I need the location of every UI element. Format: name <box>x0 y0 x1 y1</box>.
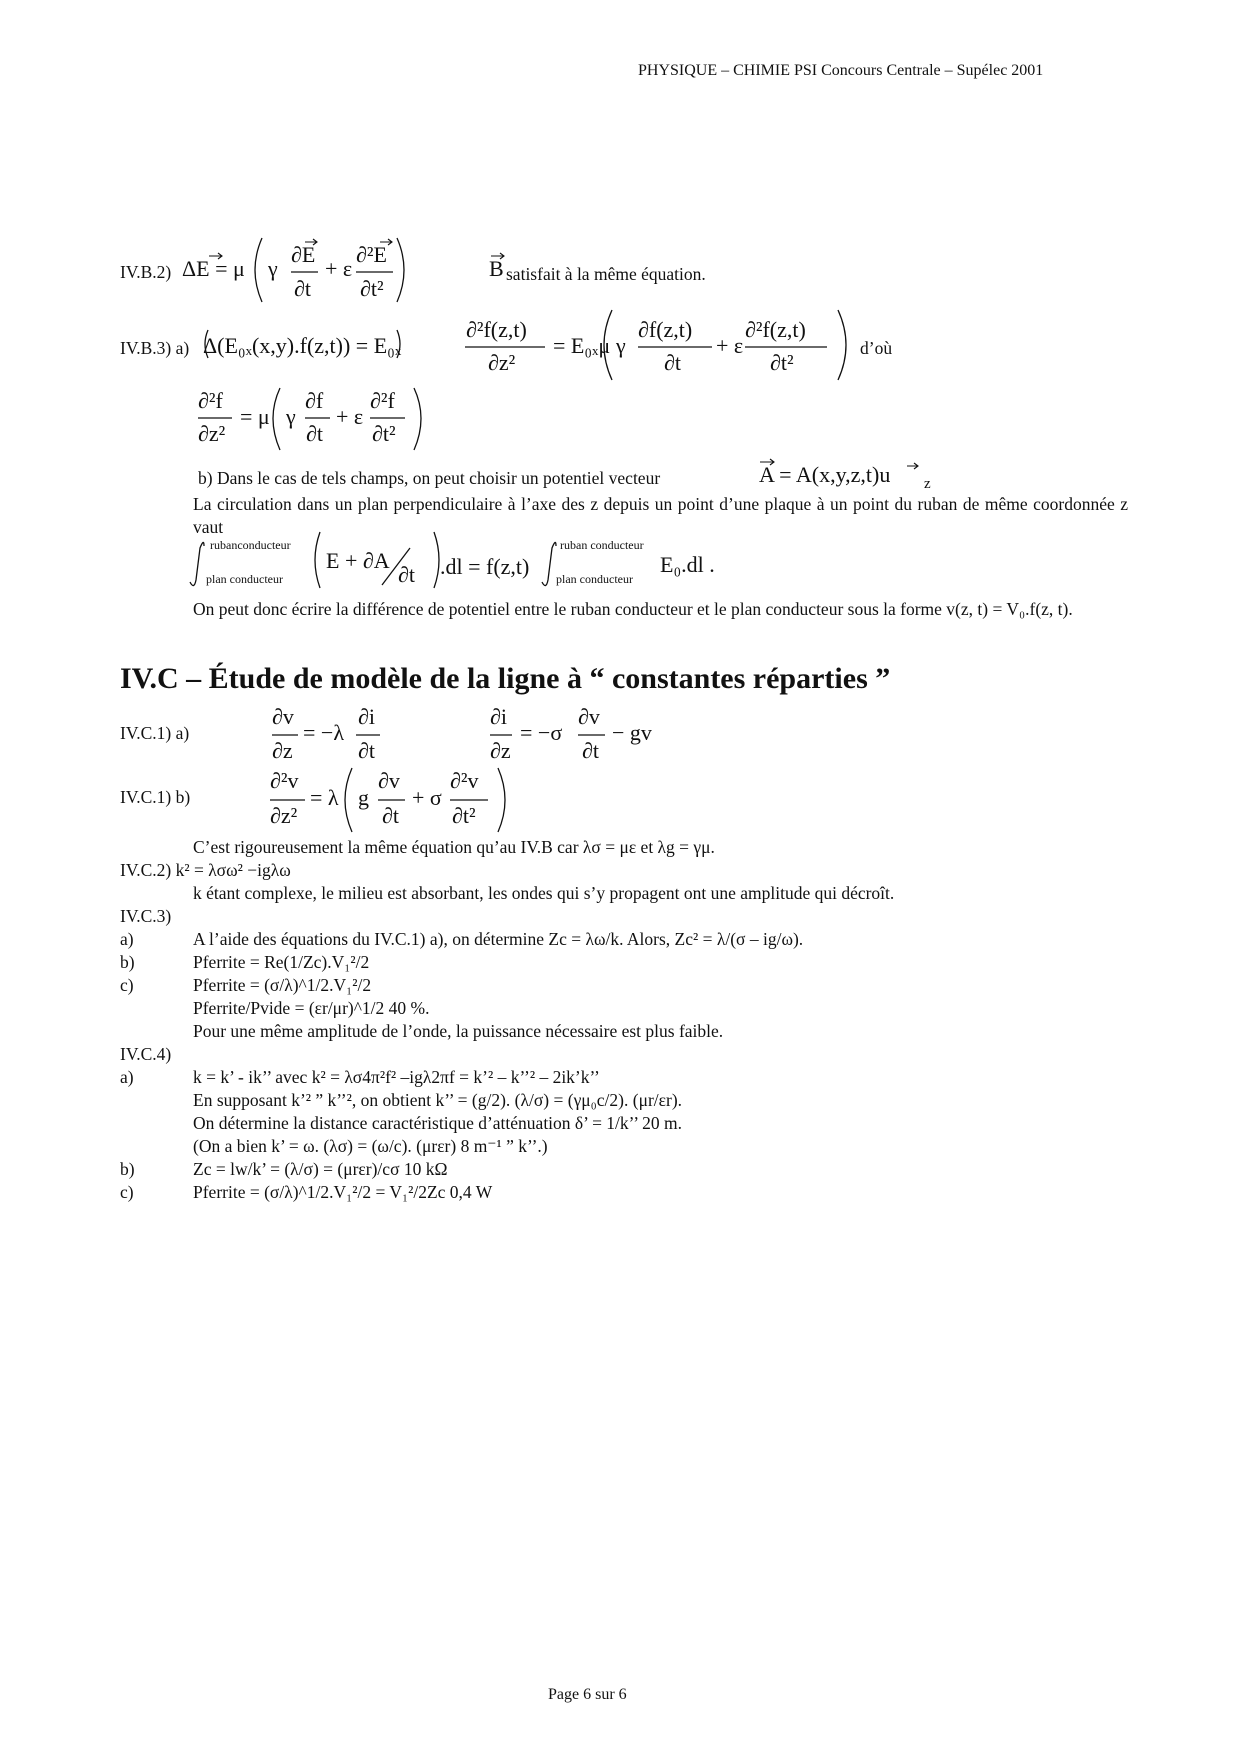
ivc3-row-letter: c) <box>120 975 134 995</box>
ivb3-eq2-plus: + ε <box>336 404 364 429</box>
ivc1a-eq2-tail: − gv <box>612 720 652 745</box>
ivc1a-eq1-den-r: ∂t <box>358 738 375 763</box>
int2-upper: ruban conducteur <box>560 538 644 552</box>
ivb3-b-sub: z <box>924 476 931 492</box>
ivb3-frac-den: ∂z² <box>488 350 516 375</box>
ivb3-num2: ∂²f(z,t) <box>745 317 806 342</box>
ivb3-den1: ∂t <box>664 350 681 375</box>
ivc1b-d1: ∂t <box>382 803 399 828</box>
int1-slash-den: ∂t <box>398 562 415 587</box>
int1-paren-r <box>434 532 439 588</box>
ivb2-label: IV.B.2) <box>120 262 172 282</box>
ivb3-eq2-paren-l <box>273 388 280 450</box>
ivc3-row-text: Pferrite/Pvide = (εr/μr)^1/2 40 %. <box>193 998 430 1018</box>
ivb3-b-formula: A = A(x,y,z,t)u <box>759 462 891 487</box>
ivb3-den2: ∂t² <box>770 350 794 375</box>
ivb3-lhs: Δ(E₀ₓ(x,y).f(z,t)) = E₀ₓ <box>203 333 402 358</box>
ivc3-row-text: A l’aide des équations du IV.C.1) a), on détermine Zc = λω/k. Alors, Zc² = λ/(σ – ig/ω). <box>193 929 804 949</box>
ivb2-right-paren <box>397 238 404 302</box>
ivb3-eq2-d1: ∂t <box>306 421 323 446</box>
ivb2-gamma: γ <box>268 256 278 281</box>
ivc1b-d2: ∂t² <box>452 803 476 828</box>
ivc1b-n2: ∂²v <box>450 768 479 793</box>
ivb2-lhs: ΔE = μ <box>182 256 245 281</box>
integral-1 <box>190 542 204 585</box>
ivc1b-paren-l <box>345 768 352 832</box>
ivc4-row-text: En supposant k’² ” k’’², on obtient k’’ = (g/2). (λ/σ) = (γμ₀c/2). (μr/εr). <box>193 1090 683 1110</box>
vec-arrow-u <box>907 463 918 469</box>
ivc1b-paren-r <box>498 768 505 832</box>
ivc2-text: k étant complexe, le milieu est absorbant, les ondes qui s’y propagent ont une amplitude qui décroît. <box>193 883 895 903</box>
ivc1a-eq1-num-r: ∂i <box>358 704 375 729</box>
ivb3-conclusion: On peut donc écrire la différence de potentiel entre le ruban conducteur et le plan conducteur sous la forme v(z, t) = V₀.f(z, t). <box>193 599 1073 619</box>
ivc1b-n1: ∂v <box>378 768 400 793</box>
ivc1a-eq2-num-l: ∂i <box>490 704 507 729</box>
ivb3-eq2-num: ∂²f <box>198 388 223 413</box>
int1-lower: plan conducteur <box>206 572 283 586</box>
ivb2-num2: ∂²E <box>356 242 387 267</box>
page-header: PHYSIQUE – CHIMIE PSI Concours Centrale – Supélec 2001 <box>638 62 1044 79</box>
ivb3-dou: d’où <box>860 338 893 358</box>
int1-body: E + ∂A <box>326 548 390 573</box>
ivc4-row-letter: b) <box>120 1159 135 1179</box>
ivb3-eq2-d2: ∂t² <box>372 421 396 446</box>
ivc4-row-letter: a) <box>120 1067 134 1087</box>
ivc3-row-letter: b) <box>120 952 135 972</box>
ivc4-row-letter: c) <box>120 1182 134 1202</box>
ivc1b-label: IV.C.1) b) <box>120 787 191 807</box>
ivb3-label: IV.B.3) a) <box>120 338 190 358</box>
ivb2-num1: ∂E <box>291 242 316 267</box>
ivb3-gamma: γ <box>616 333 626 358</box>
int1-paren-l <box>315 532 320 588</box>
int1-upper: rubanconducteur <box>210 538 291 552</box>
ivc1a-eq1-den-l: ∂z <box>272 738 293 763</box>
ivb3-eq2-gamma: γ <box>286 404 296 429</box>
ivc1b-plus: + σ <box>412 785 442 810</box>
ivc3-row-text: Pferrite = Re(1/Zc).V₁²/2 <box>193 952 370 972</box>
section-title: IV.C – Étude de modèle de la ligne à “ constantes réparties ” <box>120 662 891 695</box>
ivc1a-eq2-mid: = −σ <box>520 720 563 745</box>
integral-2 <box>542 542 556 585</box>
ivc3-row-text: Pferrite = (σ/λ)^1/2.V₁²/2 <box>193 975 372 995</box>
ivc1b-num: ∂²v <box>270 768 299 793</box>
ivb3-eq2-paren-r <box>414 388 421 450</box>
int2-lower: plan conducteur <box>556 572 633 586</box>
ivc1b-den: ∂z² <box>270 803 298 828</box>
ivc4-row-text: k = k’ - ik’’ avec k² = λσ4π²f² –igλ2πf = k’² – k’’² – 2ik’k’’ <box>193 1067 600 1087</box>
ivc1a-eq2-num-r: ∂v <box>578 704 600 729</box>
page-number: Page 6 sur 6 <box>548 1686 627 1703</box>
ivc1a-eq1-num-l: ∂v <box>272 704 294 729</box>
ivb2-left-paren <box>255 238 262 302</box>
ivc4-row-text: (On a bien k’ = ω. (λσ) = (ω/c). (μrεr) 8 m⁻¹ ” k’’.) <box>193 1136 548 1156</box>
ivb3-eq2-n1: ∂f <box>305 388 324 413</box>
ivc1a-eq2-den-l: ∂z <box>490 738 511 763</box>
ivb2-den1: ∂t <box>294 276 311 301</box>
ivb3-big-paren-r <box>838 310 846 380</box>
ivc1a-eq1-mid: = −λ <box>303 720 344 745</box>
ivb3-num1: ∂f(z,t) <box>638 317 693 342</box>
ivc4-row-text: On détermine la distance caractéristique d’atténuation δ’ = 1/k’’ 20 m. <box>193 1113 682 1133</box>
ivc3-row-letter: a) <box>120 929 134 949</box>
ivb3-eq2-den: ∂z² <box>198 421 226 446</box>
ivb3-eq2-n2: ∂²f <box>370 388 395 413</box>
ivc1b-mid: = λ <box>310 785 339 810</box>
ivb2-b-vec: B <box>489 256 504 281</box>
ivc1-remark: C’est rigoureusement la même équation qu’au IV.B car λσ = με et λg = γμ. <box>193 837 715 857</box>
int1-dl: .dl = f(z,t) <box>440 554 530 579</box>
int2-body: E₀.dl . <box>660 552 715 577</box>
ivb3-plus-eps: + ε <box>716 333 744 358</box>
ivb3-b-text: b) Dans le cas de tels champs, on peut choisir un potentiel vecteur <box>198 468 661 488</box>
ivb3-circ-text: La circulation dans un plan perpendiculaire à l’axe des z depuis un point d’une plaque à un point du ruban de même coordonnée z vaut <box>193 494 1128 537</box>
ivc4-row-text: Zc = lw/k’ = (λ/σ) = (μrεr)/cσ 10 kΩ <box>193 1159 448 1179</box>
ivb2-plus-eps: + ε <box>325 256 353 281</box>
ivc1a-eq2-den-r: ∂t <box>582 738 599 763</box>
ivc3-row-text: Pour une même amplitude de l’onde, la puissance nécessaire est plus faible. <box>193 1021 724 1041</box>
ivc3-label: IV.C.3) <box>120 906 172 926</box>
ivb2-den2: ∂t² <box>360 276 384 301</box>
ivb2-note: satisfait à la même équation. <box>506 264 706 284</box>
ivb3-frac-num: ∂²f(z,t) <box>466 317 527 342</box>
ivb3-eq-e0x: = E₀ₓμ <box>553 333 611 358</box>
ivc2-line: IV.C.2) k² = λσω² −igλω <box>120 860 291 880</box>
ivc1b-g: g <box>358 785 369 810</box>
ivc1a-label: IV.C.1) a) <box>120 723 190 743</box>
ivc4-label: IV.C.4) <box>120 1044 172 1064</box>
ivb3-eq2-mid: = μ <box>240 404 270 429</box>
ivc4-row-text: Pferrite = (σ/λ)^1/2.V₁²/2 = V₁²/2Zc 0,4 W <box>193 1182 493 1202</box>
